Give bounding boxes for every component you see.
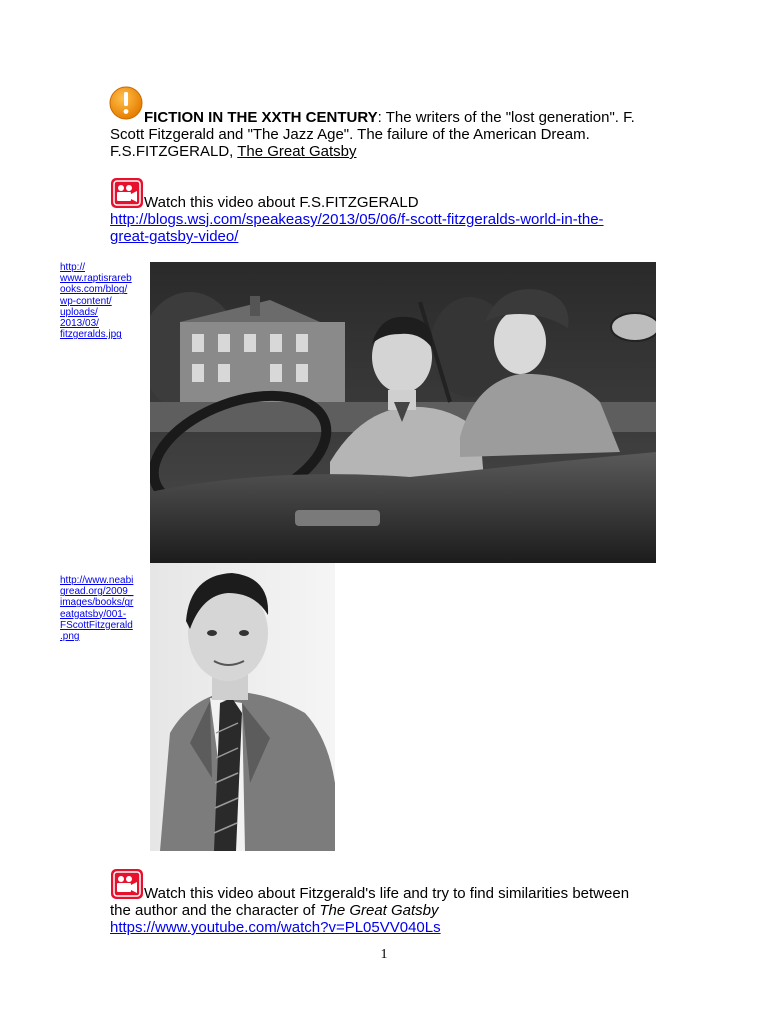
video1-link[interactable] (110, 211, 604, 245)
warning-icon (109, 86, 143, 120)
page-number: 1 (380, 947, 388, 962)
video1-link-line2[interactable]: great-gatsby-video/ (110, 228, 239, 245)
video-camera-icon (110, 177, 144, 209)
video2-label-text: the author and the character of (110, 902, 320, 919)
section-heading: FICTION IN THE XXTH CENTURY (144, 109, 378, 126)
video2-book-title: The Great Gatsby (319, 902, 439, 919)
fitzgeralds-in-car-photo (150, 262, 656, 563)
video2-link[interactable]: https://www.youtube.com/watch?v=PL05VV040Ls (110, 919, 441, 936)
video2-label-line2 (110, 902, 439, 919)
image1-source-link[interactable]: http:// www.raptisrareb ooks.com/blog/ wp-content/ uploads/ 2013/03/ fitzgeralds.jpg (60, 262, 132, 341)
section-intro-line3 (110, 143, 356, 160)
image2-source-link[interactable]: http://www.neabi gread.org/2009_ images/books/gr eatgatsby/001- FScottFitzgerald .png (60, 575, 134, 643)
section-intro-text: : The writers of the "lost generation". F. (377, 109, 635, 126)
video1-link-line1[interactable]: http://blogs.wsj.com/speakeasy/2013/05/06/f-scott-fitzgeralds-world-in-the- (110, 211, 604, 228)
video1-label: Watch this video about F.S.FITZGERALD (144, 194, 419, 211)
video2-label-line1: Watch this video about Fitzgerald's life and try to find similarities between (144, 885, 630, 902)
fitzgerald-portrait-photo (150, 563, 335, 851)
book-title: The Great Gatsby (237, 143, 357, 160)
section-intro-line1 (144, 109, 635, 126)
section-intro-line2: Scott Fitzgerald and "The Jazz Age". The failure of the American Dream. (110, 126, 590, 143)
video-camera-icon (110, 868, 144, 900)
author-name: F.S.FITZGERALD, (110, 143, 238, 160)
